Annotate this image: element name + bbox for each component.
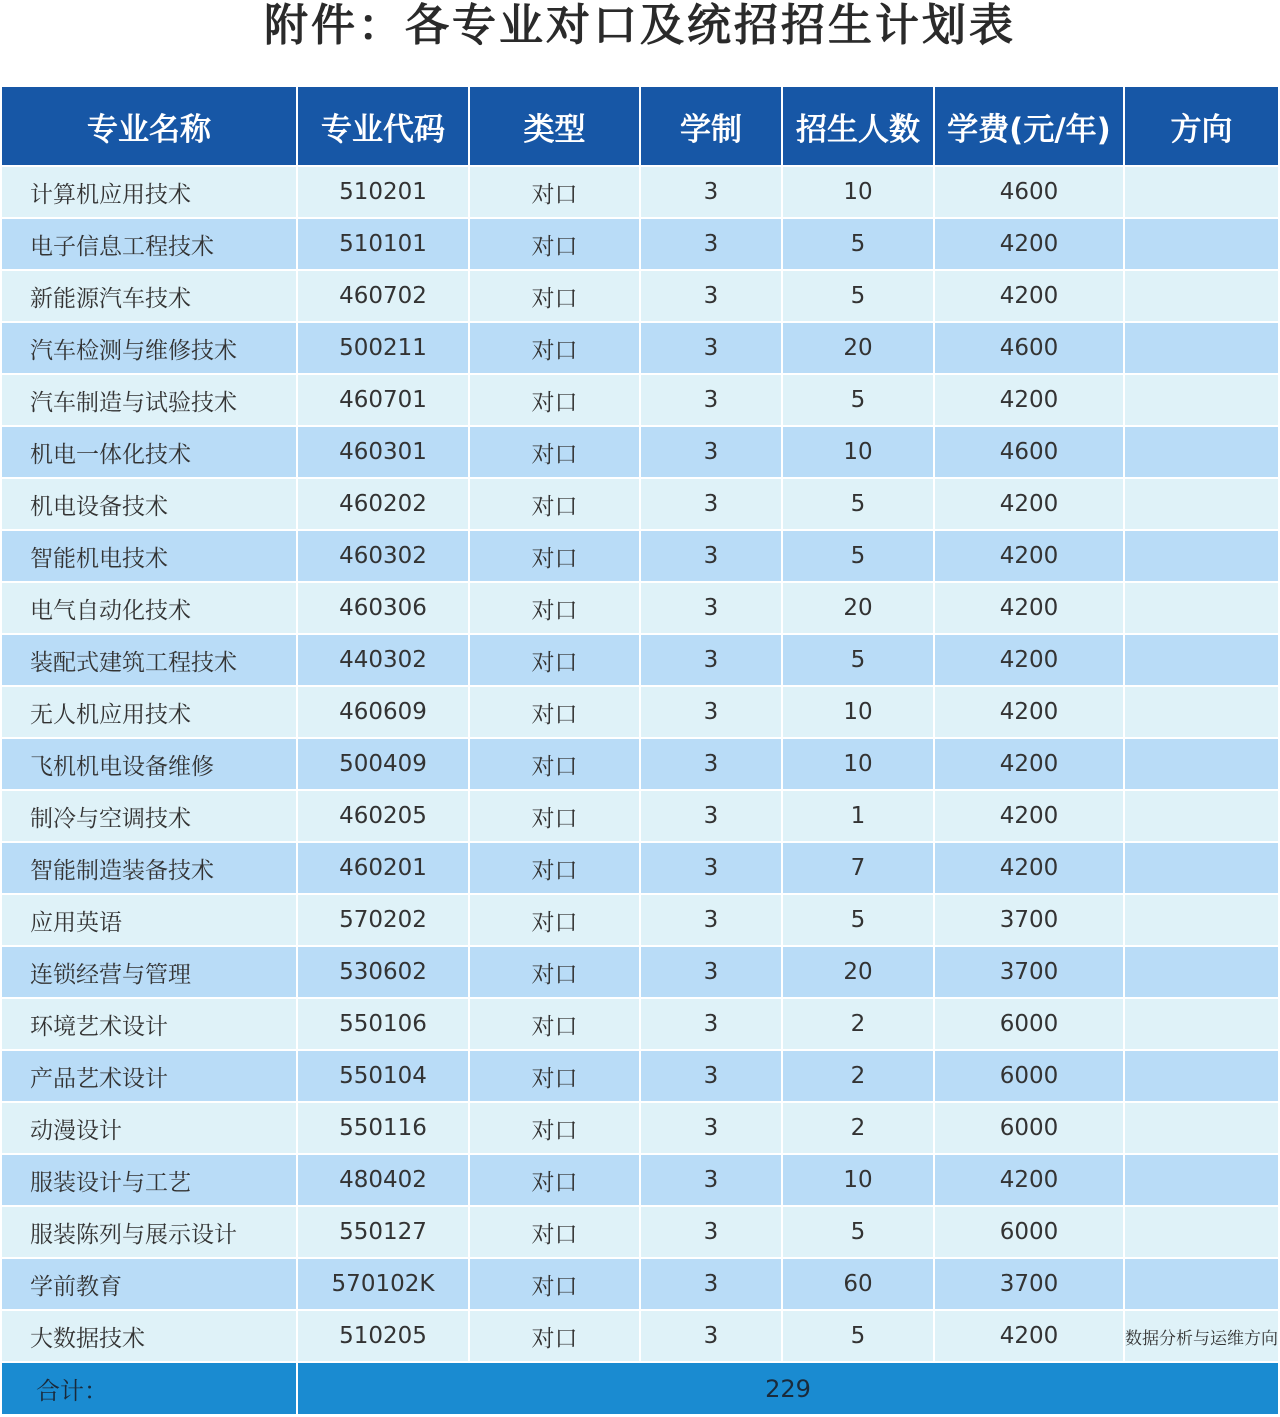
table-row (2, 1258, 1278, 1310)
type-cell: 对口 (469, 1206, 640, 1258)
enrollment-cell: 10 (782, 166, 934, 218)
major-code-cell: 500409 (297, 738, 469, 790)
tuition-cell: 4200 (934, 270, 1124, 322)
enrollment-cell: 10 (782, 738, 934, 790)
total-row (2, 1362, 1278, 1415)
duration-cell: 3 (640, 998, 782, 1050)
enrollment-cell: 1 (782, 790, 934, 842)
header-duration: 学制 (640, 87, 782, 166)
major-code-cell: 510201 (297, 166, 469, 218)
major-code-cell: 480402 (297, 1154, 469, 1206)
type-cell: 对口 (469, 686, 640, 738)
major-name-cell: 学前教育 (2, 1258, 297, 1310)
duration-cell: 3 (640, 790, 782, 842)
duration-cell: 3 (640, 894, 782, 946)
direction-cell (1124, 1050, 1278, 1102)
enrollment-cell: 2 (782, 1102, 934, 1154)
direction-cell (1124, 686, 1278, 738)
duration-cell: 3 (640, 218, 782, 270)
major-name-cell: 飞机机电设备维修 (2, 738, 297, 790)
major-name-cell: 产品艺术设计 (2, 1050, 297, 1102)
enrollment-cell: 60 (782, 1258, 934, 1310)
page-title: 附件：各专业对口及统招招生计划表 (264, 0, 1016, 51)
table-row (2, 426, 1278, 478)
enrollment-cell: 5 (782, 530, 934, 582)
type-cell: 对口 (469, 270, 640, 322)
type-cell: 对口 (469, 738, 640, 790)
direction-cell (1124, 842, 1278, 894)
tuition-cell: 4200 (934, 374, 1124, 426)
table-row (2, 738, 1278, 790)
type-cell: 对口 (469, 790, 640, 842)
duration-cell: 3 (640, 1258, 782, 1310)
direction-cell (1124, 1154, 1278, 1206)
enrollment-cell: 5 (782, 270, 934, 322)
direction-cell (1124, 738, 1278, 790)
duration-cell: 3 (640, 1154, 782, 1206)
direction-cell (1124, 530, 1278, 582)
major-name-cell: 大数据技术 (2, 1310, 297, 1362)
major-name-cell: 电气自动化技术 (2, 582, 297, 634)
direction-cell (1124, 374, 1278, 426)
total-value: 229 (297, 1362, 1278, 1415)
direction-cell (1124, 218, 1278, 270)
tuition-cell: 4200 (934, 530, 1124, 582)
duration-cell: 3 (640, 374, 782, 426)
direction-cell (1124, 426, 1278, 478)
type-cell: 对口 (469, 322, 640, 374)
enrollment-cell: 2 (782, 1050, 934, 1102)
table-row (2, 582, 1278, 634)
major-name-cell: 服装设计与工艺 (2, 1154, 297, 1206)
direction-cell (1124, 894, 1278, 946)
direction-cell (1124, 1206, 1278, 1258)
enrollment-cell: 20 (782, 322, 934, 374)
duration-cell: 3 (640, 1206, 782, 1258)
type-cell: 对口 (469, 998, 640, 1050)
duration-cell: 3 (640, 946, 782, 998)
direction-cell (1124, 1258, 1278, 1310)
tuition-cell: 6000 (934, 1102, 1124, 1154)
table-row (2, 1206, 1278, 1258)
type-cell: 对口 (469, 582, 640, 634)
type-cell: 对口 (469, 374, 640, 426)
table-row (2, 1310, 1278, 1362)
tuition-cell: 4200 (934, 218, 1124, 270)
major-code-cell: 460701 (297, 374, 469, 426)
duration-cell: 3 (640, 530, 782, 582)
direction-cell (1124, 790, 1278, 842)
enrollment-cell: 10 (782, 686, 934, 738)
major-name-cell: 机电设备技术 (2, 478, 297, 530)
tuition-cell: 4200 (934, 738, 1124, 790)
major-name-cell: 智能机电技术 (2, 530, 297, 582)
major-code-cell: 530602 (297, 946, 469, 998)
major-code-cell: 460205 (297, 790, 469, 842)
tuition-cell: 4200 (934, 478, 1124, 530)
tuition-cell: 4600 (934, 322, 1124, 374)
major-name-cell: 汽车制造与试验技术 (2, 374, 297, 426)
header-type: 类型 (469, 87, 640, 166)
table-row (2, 478, 1278, 530)
duration-cell: 3 (640, 686, 782, 738)
major-code-cell: 550104 (297, 1050, 469, 1102)
tuition-cell: 4600 (934, 426, 1124, 478)
type-cell: 对口 (469, 426, 640, 478)
major-code-cell: 460302 (297, 530, 469, 582)
major-name-cell: 电子信息工程技术 (2, 218, 297, 270)
header-major-code: 专业代码 (297, 87, 469, 166)
enrollment-cell: 5 (782, 218, 934, 270)
direction-cell (1124, 634, 1278, 686)
major-name-cell: 应用英语 (2, 894, 297, 946)
enrollment-cell: 5 (782, 634, 934, 686)
duration-cell: 3 (640, 1050, 782, 1102)
type-cell: 对口 (469, 1102, 640, 1154)
major-name-cell: 连锁经营与管理 (2, 946, 297, 998)
duration-cell: 3 (640, 634, 782, 686)
major-name-cell: 计算机应用技术 (2, 166, 297, 218)
tuition-cell: 4200 (934, 582, 1124, 634)
tuition-cell: 4200 (934, 1154, 1124, 1206)
duration-cell: 3 (640, 426, 782, 478)
tuition-cell: 4200 (934, 686, 1124, 738)
type-cell: 对口 (469, 218, 640, 270)
table-row (2, 374, 1278, 426)
major-name-cell: 智能制造装备技术 (2, 842, 297, 894)
enrollment-cell: 20 (782, 946, 934, 998)
type-cell: 对口 (469, 1050, 640, 1102)
table-row (2, 166, 1278, 218)
tuition-cell: 4200 (934, 790, 1124, 842)
type-cell: 对口 (469, 1310, 640, 1362)
tuition-cell: 4200 (934, 842, 1124, 894)
major-name-cell: 制冷与空调技术 (2, 790, 297, 842)
major-code-cell: 460609 (297, 686, 469, 738)
table-row (2, 894, 1278, 946)
major-name-cell: 汽车检测与维修技术 (2, 322, 297, 374)
direction-cell (1124, 1102, 1278, 1154)
tuition-cell: 4200 (934, 634, 1124, 686)
duration-cell: 3 (640, 478, 782, 530)
major-name-cell: 服装陈列与展示设计 (2, 1206, 297, 1258)
enrollment-cell: 20 (782, 582, 934, 634)
direction-cell (1124, 946, 1278, 998)
type-cell: 对口 (469, 530, 640, 582)
major-code-cell: 460702 (297, 270, 469, 322)
major-code-cell: 440302 (297, 634, 469, 686)
table-row (2, 790, 1278, 842)
type-cell: 对口 (469, 842, 640, 894)
enrollment-cell: 5 (782, 894, 934, 946)
enrollment-cell: 5 (782, 374, 934, 426)
table-row (2, 530, 1278, 582)
enrollment-cell: 5 (782, 1310, 934, 1362)
major-code-cell: 550127 (297, 1206, 469, 1258)
type-cell: 对口 (469, 946, 640, 998)
major-code-cell: 550116 (297, 1102, 469, 1154)
total-label: 合计： (2, 1362, 297, 1415)
major-code-cell: 460301 (297, 426, 469, 478)
enrollment-cell: 7 (782, 842, 934, 894)
table-row (2, 686, 1278, 738)
enrollment-plan-table (2, 87, 1278, 1416)
major-code-cell: 510101 (297, 218, 469, 270)
enrollment-cell: 10 (782, 426, 934, 478)
type-cell: 对口 (469, 478, 640, 530)
major-code-cell: 460201 (297, 842, 469, 894)
tuition-cell: 4600 (934, 166, 1124, 218)
major-code-cell: 570202 (297, 894, 469, 946)
header-direction: 方向 (1124, 87, 1278, 166)
major-name-cell: 环境艺术设计 (2, 998, 297, 1050)
major-name-cell: 装配式建筑工程技术 (2, 634, 297, 686)
type-cell: 对口 (469, 1258, 640, 1310)
tuition-cell: 3700 (934, 894, 1124, 946)
major-name-cell: 新能源汽车技术 (2, 270, 297, 322)
type-cell: 对口 (469, 894, 640, 946)
enrollment-cell: 5 (782, 478, 934, 530)
direction-cell: 数据分析与运维方向 (1124, 1310, 1278, 1362)
type-cell: 对口 (469, 634, 640, 686)
direction-cell (1124, 270, 1278, 322)
tuition-cell: 3700 (934, 1258, 1124, 1310)
type-cell: 对口 (469, 1154, 640, 1206)
duration-cell: 3 (640, 738, 782, 790)
header-row (2, 87, 1278, 166)
table-row (2, 1102, 1278, 1154)
major-name-cell: 无人机应用技术 (2, 686, 297, 738)
table-row (2, 322, 1278, 374)
table-row (2, 270, 1278, 322)
header-major-name: 专业名称 (2, 87, 297, 166)
type-cell: 对口 (469, 166, 640, 218)
duration-cell: 3 (640, 842, 782, 894)
header-tuition: 学费(元/年) (934, 87, 1124, 166)
direction-cell (1124, 166, 1278, 218)
major-name-cell: 动漫设计 (2, 1102, 297, 1154)
tuition-cell: 6000 (934, 1206, 1124, 1258)
table-row (2, 634, 1278, 686)
major-code-cell: 510205 (297, 1310, 469, 1362)
major-code-cell: 570102K (297, 1258, 469, 1310)
header-enrollment: 招生人数 (782, 87, 934, 166)
enrollment-cell: 10 (782, 1154, 934, 1206)
major-name-cell: 机电一体化技术 (2, 426, 297, 478)
enrollment-cell: 2 (782, 998, 934, 1050)
table-row (2, 946, 1278, 998)
duration-cell: 3 (640, 166, 782, 218)
tuition-cell: 3700 (934, 946, 1124, 998)
duration-cell: 3 (640, 582, 782, 634)
table-row (2, 218, 1278, 270)
duration-cell: 3 (640, 1310, 782, 1362)
table-row (2, 998, 1278, 1050)
major-code-cell: 550106 (297, 998, 469, 1050)
major-code-cell: 500211 (297, 322, 469, 374)
duration-cell: 3 (640, 322, 782, 374)
table-row (2, 1050, 1278, 1102)
direction-cell (1124, 478, 1278, 530)
direction-cell (1124, 998, 1278, 1050)
tuition-cell: 6000 (934, 998, 1124, 1050)
major-code-cell: 460202 (297, 478, 469, 530)
direction-cell (1124, 582, 1278, 634)
duration-cell: 3 (640, 1102, 782, 1154)
duration-cell: 3 (640, 270, 782, 322)
direction-cell (1124, 322, 1278, 374)
table-row (2, 1154, 1278, 1206)
table-row (2, 842, 1278, 894)
enrollment-cell: 5 (782, 1206, 934, 1258)
tuition-cell: 4200 (934, 1310, 1124, 1362)
major-code-cell: 460306 (297, 582, 469, 634)
tuition-cell: 6000 (934, 1050, 1124, 1102)
